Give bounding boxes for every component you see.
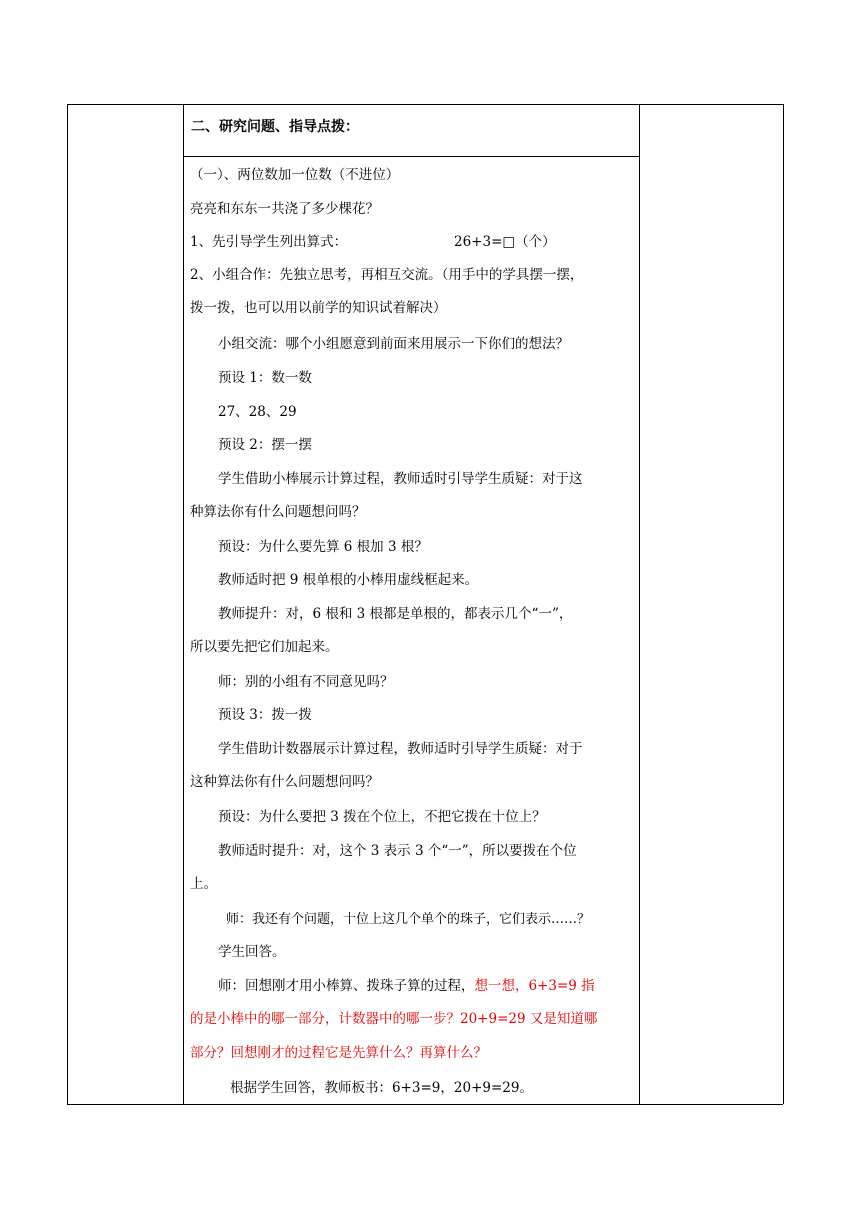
text-line: 亮亮和东东一共浇了多少棵花？ <box>190 201 379 217</box>
highlighted-line: 部分？回想刚才的过程它是先算什么？再算什么？ <box>190 1045 487 1061</box>
table-bottom-border <box>67 1104 783 1105</box>
table-right-border <box>783 104 784 1104</box>
column-divider-1 <box>183 104 184 1104</box>
text-line: 学生回答。 <box>218 944 286 960</box>
text-line: 预设：为什么要把 3 拨在个位上，不把它拨在十位上？ <box>218 809 546 825</box>
text-line: 种算法你有什么问题想问吗？ <box>190 504 366 520</box>
text-line: 预设 3：拨一拨 <box>218 707 312 723</box>
text-line: 预设 2：摆一摆 <box>218 437 312 453</box>
text-line: 预设：为什么要先算 6 根加 3 根？ <box>218 539 428 555</box>
text-line <box>190 234 630 251</box>
text-line: 拨一拨，也可以用以前学的知识试着解决） <box>190 300 447 316</box>
highlighted-line: 的是小棒中的哪一部分，计数器中的哪一步？20+9=29 又是知道哪 <box>190 1011 598 1027</box>
text-line: 上。 <box>190 876 217 892</box>
text-line: （一）、两位数加一位数（不进位） <box>190 167 400 183</box>
text-line: 学生借助小棒展示计算过程，教师适时引导学生质疑：对于这 <box>218 471 583 487</box>
text-line: 所以要先把它们加起来。 <box>190 639 339 655</box>
text-line: 教师适时提升：对，这个 3 表示 3 个“一”，所以要拨在个位 <box>218 843 577 859</box>
text-line: 教师提升：对，6 根和 3 根都是单根的，都表示几个“一”， <box>218 606 573 622</box>
text-line: 2、小组合作：先独立思考，再相互交流。（用手中的学具摆一摆， <box>190 267 584 283</box>
highlighted-text: 想一想，6+3=9 指 <box>474 978 595 994</box>
text-line: 学生借助计数器展示计算过程，教师适时引导学生质疑：对于 <box>218 741 583 757</box>
text-line <box>190 978 658 995</box>
table-top-border <box>67 104 783 105</box>
text-line: 预设 1：数一数 <box>218 370 312 386</box>
text-line: 教师适时把 9 根单根的小棒用虚线框起来。 <box>218 572 479 588</box>
text-fragment: 师：回想刚才用小棒算、拨珠子算的过程， <box>218 978 475 994</box>
text-line: 小组交流：哪个小组愿意到前面来用展示一下你们的想法？ <box>218 336 569 352</box>
text-line: 根据学生回答，教师板书：6+3=9，20+9=29。 <box>230 1080 533 1096</box>
text-line: 27、28、29 <box>218 404 297 420</box>
equation-text: 26+3=□（个） <box>454 234 556 250</box>
text-line: 师：我还有个问题，十位上这几个单个的珠子，它们表示……？ <box>226 912 591 927</box>
section-heading: 二、研究问题、指导点拨： <box>191 119 359 135</box>
text-line: 师：别的小组有不同意见吗？ <box>218 674 394 690</box>
table-left-border <box>67 104 68 1104</box>
text-fragment: 1、先引导学生列出算式： <box>190 234 348 250</box>
heading-row-divider <box>183 156 639 157</box>
text-line: 这种算法你有什么问题想问吗？ <box>190 774 379 790</box>
